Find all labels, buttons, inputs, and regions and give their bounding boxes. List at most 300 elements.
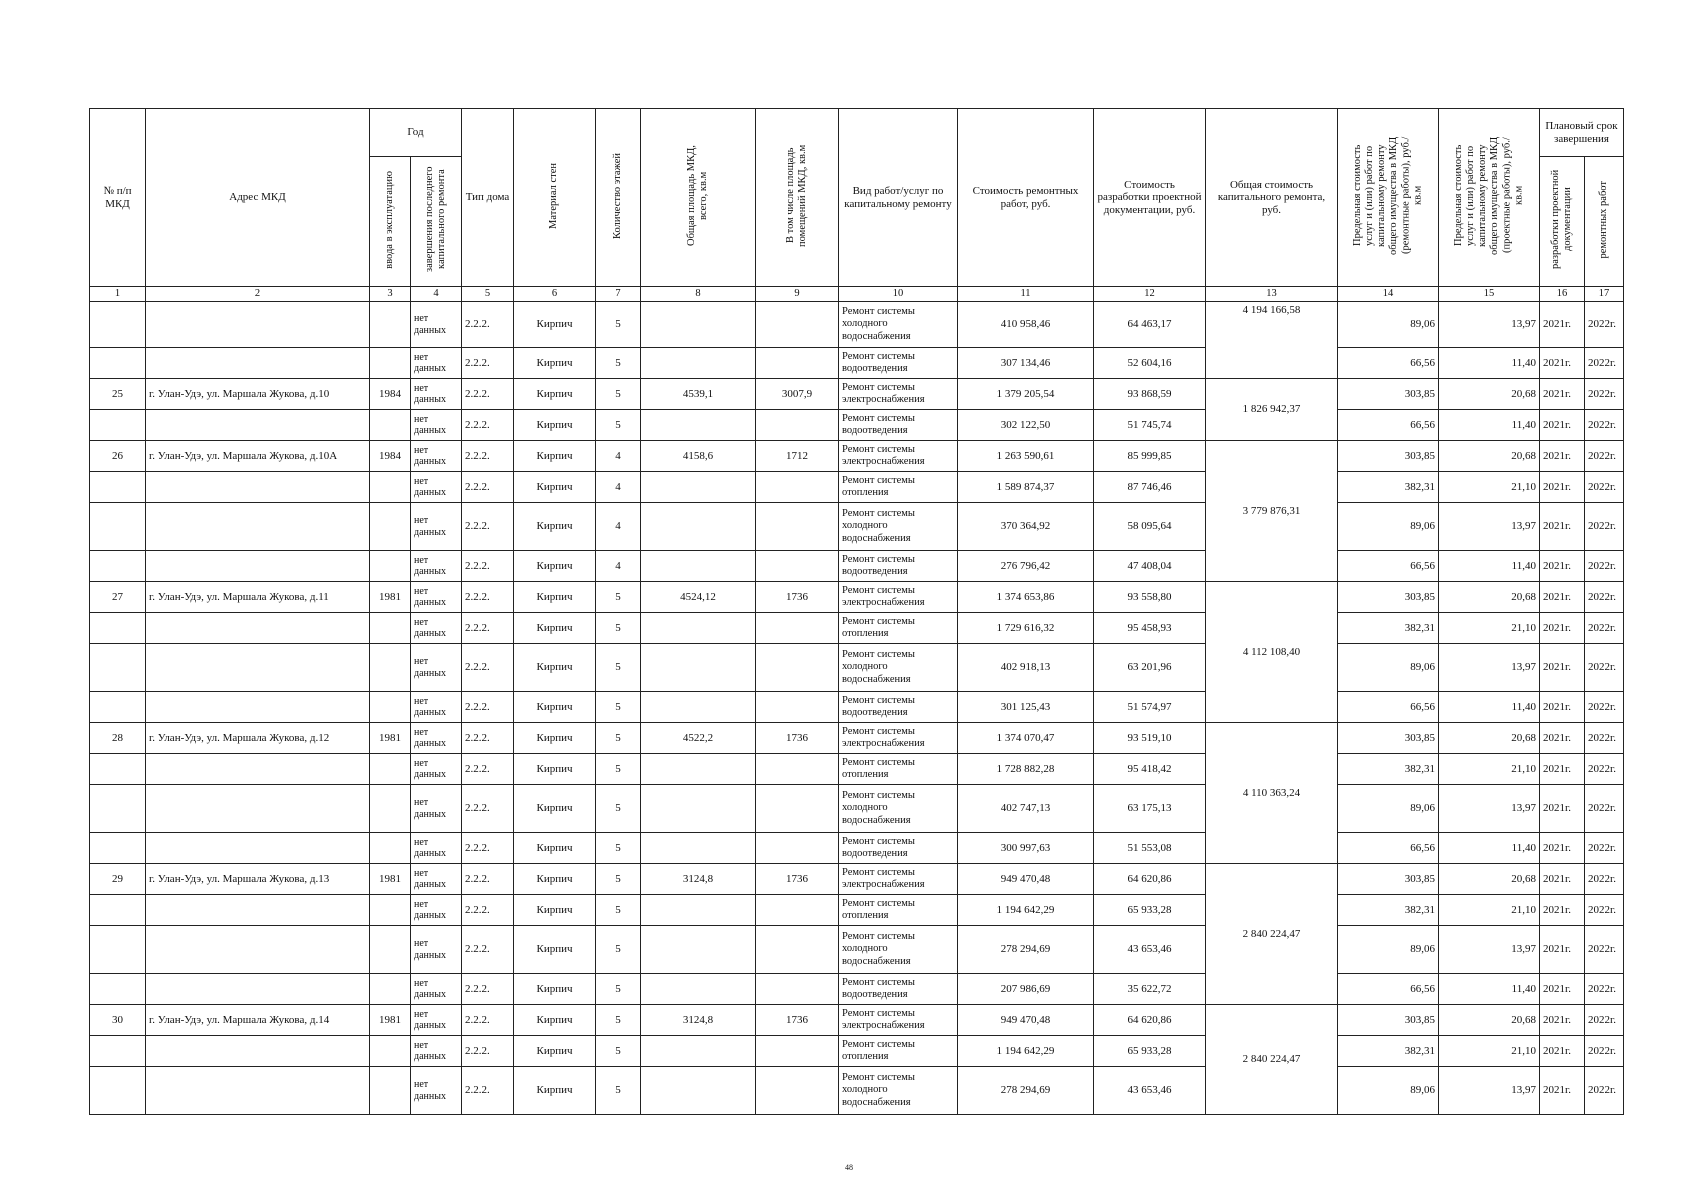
- row-limit-design: 13,97: [1439, 1067, 1540, 1115]
- row-premises-area: [756, 895, 839, 926]
- row-wall-material: Кирпич: [514, 1036, 596, 1067]
- row-year-commission: [370, 1036, 411, 1067]
- row-floors: 5: [596, 1005, 641, 1036]
- row-house-type: 2.2.2.: [462, 864, 514, 895]
- row-wall-material: Кирпич: [514, 348, 596, 379]
- row-premises-area: [756, 644, 839, 692]
- row-floors: 5: [596, 410, 641, 441]
- row-year-last-repair: нет данных: [411, 754, 462, 785]
- row-total-area: [641, 503, 756, 551]
- row-total-cost: 2 840 224,47: [1206, 864, 1338, 1005]
- row-floors: 4: [596, 441, 641, 472]
- row-limit-repair: 66,56: [1338, 974, 1439, 1005]
- row-deadline-design: 2021г.: [1540, 1067, 1585, 1115]
- table-row: [90, 503, 1624, 551]
- column-number-row: [90, 287, 1624, 302]
- row-design-cost: 35 622,72: [1094, 974, 1206, 1005]
- row-house-type: 2.2.2.: [462, 833, 514, 864]
- row-total-area: [641, 926, 756, 974]
- row-limit-design: 11,40: [1439, 833, 1540, 864]
- row-year-last-repair: нет данных: [411, 1067, 462, 1115]
- row-deadline-design: 2021г.: [1540, 974, 1585, 1005]
- row-number: [90, 503, 146, 551]
- row-work-type: Ремонт системы водоотведения: [839, 551, 958, 582]
- header-design-cost: Стоимость разработки проектной документации, руб.: [1094, 109, 1206, 287]
- row-work-type: Ремонт системы отопления: [839, 754, 958, 785]
- row-premises-area: [756, 692, 839, 723]
- row-deadline-repair: 2022г.: [1585, 410, 1624, 441]
- table-row: [90, 644, 1624, 692]
- row-year-commission: 1981: [370, 723, 411, 754]
- table-row: [90, 926, 1624, 974]
- row-address: [146, 1036, 370, 1067]
- row-wall-material: Кирпич: [514, 723, 596, 754]
- row-number: 29: [90, 864, 146, 895]
- row-limit-repair: 303,85: [1338, 1005, 1439, 1036]
- row-premises-area: [756, 926, 839, 974]
- row-address: [146, 302, 370, 348]
- row-floors: 4: [596, 503, 641, 551]
- header-repair-cost: Стоимость ремонтных работ, руб.: [958, 109, 1094, 287]
- row-year-commission: [370, 613, 411, 644]
- row-work-type: Ремонт системы электроснабжения: [839, 864, 958, 895]
- table-row: [90, 785, 1624, 833]
- row-limit-design: 20,68: [1439, 723, 1540, 754]
- row-year-commission: [370, 302, 411, 348]
- row-year-last-repair: нет данных: [411, 348, 462, 379]
- row-work-type: Ремонт системы отопления: [839, 472, 958, 503]
- row-premises-area: 1712: [756, 441, 839, 472]
- row-year-commission: [370, 551, 411, 582]
- row-year-last-repair: нет данных: [411, 472, 462, 503]
- row-house-type: 2.2.2.: [462, 503, 514, 551]
- row-address: [146, 895, 370, 926]
- row-limit-design: 11,40: [1439, 551, 1540, 582]
- row-limit-repair: 89,06: [1338, 503, 1439, 551]
- row-deadline-design: 2021г.: [1540, 926, 1585, 974]
- column-number: 14: [1338, 287, 1439, 302]
- row-number: [90, 895, 146, 926]
- row-wall-material: Кирпич: [514, 692, 596, 723]
- row-number: [90, 1067, 146, 1115]
- row-repair-cost: 402 918,13: [958, 644, 1094, 692]
- row-wall-material: Кирпич: [514, 551, 596, 582]
- row-total-area: [641, 692, 756, 723]
- row-design-cost: 51 745,74: [1094, 410, 1206, 441]
- row-design-cost: 58 095,64: [1094, 503, 1206, 551]
- row-wall-material: Кирпич: [514, 895, 596, 926]
- row-house-type: 2.2.2.: [462, 441, 514, 472]
- row-floors: 5: [596, 1067, 641, 1115]
- row-address: [146, 503, 370, 551]
- row-total-area: [641, 1036, 756, 1067]
- header-year: Год: [370, 109, 462, 157]
- row-design-cost: 64 620,86: [1094, 864, 1206, 895]
- row-repair-cost: 1 379 205,54: [958, 379, 1094, 410]
- row-limit-design: 11,40: [1439, 348, 1540, 379]
- row-limit-repair: 66,56: [1338, 692, 1439, 723]
- row-work-type: Ремонт системы холодного водоснабжения: [839, 1067, 958, 1115]
- row-year-last-repair: нет данных: [411, 926, 462, 974]
- row-limit-design: 20,68: [1439, 1005, 1540, 1036]
- row-premises-area: [756, 551, 839, 582]
- row-limit-design: 11,40: [1439, 974, 1540, 1005]
- row-total-cost: 4 110 363,24: [1206, 723, 1338, 864]
- header-total-area: Общая площадь МКД, всего, кв.м: [641, 109, 756, 287]
- row-limit-repair: 89,06: [1338, 1067, 1439, 1115]
- row-repair-cost: 301 125,43: [958, 692, 1094, 723]
- row-year-last-repair: нет данных: [411, 723, 462, 754]
- row-work-type: Ремонт системы отопления: [839, 1036, 958, 1067]
- row-limit-repair: 303,85: [1338, 441, 1439, 472]
- row-floors: 4: [596, 472, 641, 503]
- row-year-commission: [370, 974, 411, 1005]
- row-limit-repair: 66,56: [1338, 833, 1439, 864]
- row-address: [146, 926, 370, 974]
- header-address: Адрес МКД: [146, 109, 370, 287]
- row-wall-material: Кирпич: [514, 974, 596, 1005]
- row-repair-cost: 949 470,48: [958, 864, 1094, 895]
- row-limit-repair: 66,56: [1338, 551, 1439, 582]
- row-number: [90, 410, 146, 441]
- row-address: [146, 692, 370, 723]
- row-wall-material: Кирпич: [514, 503, 596, 551]
- row-repair-cost: 402 747,13: [958, 785, 1094, 833]
- row-design-cost: 63 201,96: [1094, 644, 1206, 692]
- row-number: 25: [90, 379, 146, 410]
- row-floors: 5: [596, 864, 641, 895]
- row-floors: 5: [596, 379, 641, 410]
- row-year-commission: 1984: [370, 379, 411, 410]
- row-address: [146, 410, 370, 441]
- row-total-cost: 1 826 942,37: [1206, 379, 1338, 441]
- row-number: 30: [90, 1005, 146, 1036]
- row-limit-design: 21,10: [1439, 895, 1540, 926]
- row-repair-cost: 278 294,69: [958, 1067, 1094, 1115]
- header-deadline-repair: ремонтных работ: [1585, 157, 1624, 287]
- row-design-cost: 64 463,17: [1094, 302, 1206, 348]
- row-total-area: [641, 613, 756, 644]
- row-repair-cost: 1 589 874,37: [958, 472, 1094, 503]
- row-wall-material: Кирпич: [514, 472, 596, 503]
- row-wall-material: Кирпич: [514, 864, 596, 895]
- row-house-type: 2.2.2.: [462, 644, 514, 692]
- row-house-type: 2.2.2.: [462, 692, 514, 723]
- row-year-commission: [370, 754, 411, 785]
- table-row: [90, 864, 1624, 895]
- row-repair-cost: 302 122,50: [958, 410, 1094, 441]
- row-total-area: 3124,8: [641, 1005, 756, 1036]
- row-deadline-repair: 2022г.: [1585, 441, 1624, 472]
- row-year-last-repair: нет данных: [411, 441, 462, 472]
- row-deadline-repair: 2022г.: [1585, 644, 1624, 692]
- row-deadline-design: 2021г.: [1540, 723, 1585, 754]
- row-total-area: [641, 785, 756, 833]
- row-deadline-repair: 2022г.: [1585, 472, 1624, 503]
- header-deadline-design: разработки проектной документации: [1540, 157, 1585, 287]
- row-total-area: [641, 754, 756, 785]
- row-floors: 5: [596, 644, 641, 692]
- row-premises-area: [756, 503, 839, 551]
- row-year-commission: [370, 926, 411, 974]
- row-design-cost: 47 408,04: [1094, 551, 1206, 582]
- row-work-type: Ремонт системы водоотведения: [839, 974, 958, 1005]
- row-limit-design: 21,10: [1439, 613, 1540, 644]
- row-number: [90, 833, 146, 864]
- row-deadline-repair: 2022г.: [1585, 503, 1624, 551]
- row-premises-area: [756, 754, 839, 785]
- row-deadline-repair: 2022г.: [1585, 582, 1624, 613]
- row-year-last-repair: нет данных: [411, 551, 462, 582]
- row-limit-repair: 382,31: [1338, 472, 1439, 503]
- header-limit-repair: Предельная стоимость услуг и (или) работ по капитальному ремонту общего имущества в МКД (ремонтные работы), руб./кв.м: [1338, 109, 1439, 287]
- row-address: [146, 644, 370, 692]
- row-wall-material: Кирпич: [514, 582, 596, 613]
- row-address: г. Улан-Удэ, ул. Маршала Жукова, д.10А: [146, 441, 370, 472]
- row-design-cost: 93 519,10: [1094, 723, 1206, 754]
- row-limit-repair: 382,31: [1338, 1036, 1439, 1067]
- table-row: [90, 348, 1624, 379]
- row-number: [90, 974, 146, 1005]
- row-repair-cost: 1 374 070,47: [958, 723, 1094, 754]
- column-number: 4: [411, 287, 462, 302]
- row-design-cost: 52 604,16: [1094, 348, 1206, 379]
- row-floors: 5: [596, 926, 641, 974]
- row-house-type: 2.2.2.: [462, 974, 514, 1005]
- row-address: г. Улан-Удэ, ул. Маршала Жукова, д.13: [146, 864, 370, 895]
- table-row: [90, 472, 1624, 503]
- row-total-area: 4539,1: [641, 379, 756, 410]
- header-year-last-repair: завершения последнего капитального ремонта: [411, 157, 462, 287]
- row-wall-material: Кирпич: [514, 613, 596, 644]
- row-design-cost: 63 175,13: [1094, 785, 1206, 833]
- row-year-commission: [370, 692, 411, 723]
- row-total-cost: 2 840 224,47: [1206, 1005, 1338, 1115]
- row-house-type: 2.2.2.: [462, 895, 514, 926]
- row-year-commission: [370, 472, 411, 503]
- row-wall-material: Кирпич: [514, 754, 596, 785]
- row-work-type: Ремонт системы водоотведения: [839, 833, 958, 864]
- row-year-commission: [370, 348, 411, 379]
- row-address: [146, 551, 370, 582]
- row-house-type: 2.2.2.: [462, 348, 514, 379]
- row-premises-area: 1736: [756, 1005, 839, 1036]
- row-premises-area: 1736: [756, 864, 839, 895]
- row-floors: 5: [596, 785, 641, 833]
- row-deadline-design: 2021г.: [1540, 441, 1585, 472]
- row-work-type: Ремонт системы электроснабжения: [839, 1005, 958, 1036]
- row-work-type: Ремонт системы холодного водоснабжения: [839, 926, 958, 974]
- row-limit-repair: 382,31: [1338, 754, 1439, 785]
- row-address: г. Улан-Удэ, ул. Маршала Жукова, д.12: [146, 723, 370, 754]
- row-premises-area: 1736: [756, 582, 839, 613]
- row-year-last-repair: нет данных: [411, 302, 462, 348]
- row-year-commission: 1981: [370, 864, 411, 895]
- header-work-type: Вид работ/услуг по капитальному ремонту: [839, 109, 958, 287]
- row-limit-design: 13,97: [1439, 785, 1540, 833]
- row-floors: 5: [596, 723, 641, 754]
- row-work-type: Ремонт системы холодного водоснабжения: [839, 302, 958, 348]
- row-year-last-repair: нет данных: [411, 613, 462, 644]
- row-wall-material: Кирпич: [514, 785, 596, 833]
- row-wall-material: Кирпич: [514, 644, 596, 692]
- row-address: г. Улан-Удэ, ул. Маршала Жукова, д.10: [146, 379, 370, 410]
- row-deadline-repair: 2022г.: [1585, 926, 1624, 974]
- row-repair-cost: 300 997,63: [958, 833, 1094, 864]
- row-deadline-design: 2021г.: [1540, 582, 1585, 613]
- row-premises-area: [756, 833, 839, 864]
- row-year-commission: [370, 644, 411, 692]
- table-row: [90, 582, 1624, 613]
- row-year-commission: 1981: [370, 582, 411, 613]
- row-work-type: Ремонт системы электроснабжения: [839, 379, 958, 410]
- row-number: [90, 1036, 146, 1067]
- row-address: [146, 613, 370, 644]
- row-number: [90, 302, 146, 348]
- row-premises-area: [756, 302, 839, 348]
- table-row: [90, 833, 1624, 864]
- column-number: 8: [641, 287, 756, 302]
- row-premises-area: 3007,9: [756, 379, 839, 410]
- row-house-type: 2.2.2.: [462, 785, 514, 833]
- row-repair-cost: 307 134,46: [958, 348, 1094, 379]
- header-total-cost: Общая стоимость капитального ремонта, руб.: [1206, 109, 1338, 287]
- row-year-commission: [370, 833, 411, 864]
- row-address: [146, 974, 370, 1005]
- row-work-type: Ремонт системы электроснабжения: [839, 582, 958, 613]
- row-design-cost: 51 574,97: [1094, 692, 1206, 723]
- row-deadline-repair: 2022г.: [1585, 692, 1624, 723]
- row-work-type: Ремонт системы отопления: [839, 613, 958, 644]
- row-deadline-design: 2021г.: [1540, 379, 1585, 410]
- row-house-type: 2.2.2.: [462, 551, 514, 582]
- row-limit-repair: 66,56: [1338, 348, 1439, 379]
- row-limit-repair: 303,85: [1338, 723, 1439, 754]
- row-repair-cost: 1 729 616,32: [958, 613, 1094, 644]
- row-premises-area: [756, 785, 839, 833]
- row-year-last-repair: нет данных: [411, 974, 462, 1005]
- row-repair-cost: 1 194 642,29: [958, 895, 1094, 926]
- row-total-area: [641, 644, 756, 692]
- row-design-cost: 93 558,80: [1094, 582, 1206, 613]
- row-address: [146, 754, 370, 785]
- column-number: 17: [1585, 287, 1624, 302]
- header-type: Тип дома: [462, 109, 514, 287]
- row-repair-cost: 1 374 653,86: [958, 582, 1094, 613]
- row-total-area: [641, 302, 756, 348]
- row-repair-cost: 410 958,46: [958, 302, 1094, 348]
- row-total-cost: 3 779 876,31: [1206, 441, 1338, 582]
- row-limit-design: 13,97: [1439, 302, 1540, 348]
- row-design-cost: 64 620,86: [1094, 1005, 1206, 1036]
- row-floors: 5: [596, 754, 641, 785]
- row-number: 27: [90, 582, 146, 613]
- row-floors: 5: [596, 582, 641, 613]
- row-total-area: [641, 833, 756, 864]
- row-work-type: Ремонт системы электроснабжения: [839, 723, 958, 754]
- row-deadline-design: 2021г.: [1540, 613, 1585, 644]
- row-repair-cost: 1 194 642,29: [958, 1036, 1094, 1067]
- column-number: 5: [462, 287, 514, 302]
- row-address: [146, 785, 370, 833]
- row-limit-design: 21,10: [1439, 754, 1540, 785]
- row-limit-design: 13,97: [1439, 644, 1540, 692]
- row-limit-repair: 303,85: [1338, 864, 1439, 895]
- row-limit-repair: 66,56: [1338, 410, 1439, 441]
- row-work-type: Ремонт системы водоотведения: [839, 692, 958, 723]
- row-house-type: 2.2.2.: [462, 582, 514, 613]
- row-design-cost: 93 868,59: [1094, 379, 1206, 410]
- row-total-area: [641, 895, 756, 926]
- table-row: [90, 692, 1624, 723]
- table-row: [90, 723, 1624, 754]
- row-premises-area: [756, 974, 839, 1005]
- row-floors: 5: [596, 833, 641, 864]
- row-premises-area: [756, 1067, 839, 1115]
- row-limit-design: 20,68: [1439, 441, 1540, 472]
- row-limit-design: 13,97: [1439, 926, 1540, 974]
- table-row: [90, 974, 1624, 1005]
- row-number: 26: [90, 441, 146, 472]
- row-house-type: 2.2.2.: [462, 926, 514, 974]
- row-limit-design: 11,40: [1439, 692, 1540, 723]
- row-deadline-design: 2021г.: [1540, 895, 1585, 926]
- row-wall-material: Кирпич: [514, 833, 596, 864]
- row-deadline-repair: 2022г.: [1585, 974, 1624, 1005]
- table-row: [90, 410, 1624, 441]
- row-wall-material: Кирпич: [514, 410, 596, 441]
- table-row: [90, 441, 1624, 472]
- row-limit-design: 11,40: [1439, 410, 1540, 441]
- row-design-cost: 43 653,46: [1094, 1067, 1206, 1115]
- row-work-type: Ремонт системы водоотведения: [839, 348, 958, 379]
- row-total-cost: 4 112 108,40: [1206, 582, 1338, 723]
- row-deadline-repair: 2022г.: [1585, 723, 1624, 754]
- column-number: 11: [958, 287, 1094, 302]
- row-limit-repair: 382,31: [1338, 613, 1439, 644]
- header-premises-area: В том числе площадь помещений МКД, кв.м: [756, 109, 839, 287]
- row-work-type: Ремонт системы холодного водоснабжения: [839, 785, 958, 833]
- table-row: [90, 302, 1624, 348]
- row-year-last-repair: нет данных: [411, 692, 462, 723]
- row-deadline-design: 2021г.: [1540, 472, 1585, 503]
- row-floors: 5: [596, 348, 641, 379]
- row-year-last-repair: нет данных: [411, 785, 462, 833]
- row-deadline-design: 2021г.: [1540, 754, 1585, 785]
- row-number: [90, 348, 146, 379]
- table-row: [90, 754, 1624, 785]
- header-floors: Количество этажей: [596, 109, 641, 287]
- row-total-area: [641, 551, 756, 582]
- row-address: г. Улан-Удэ, ул. Маршала Жукова, д.11: [146, 582, 370, 613]
- row-limit-repair: 89,06: [1338, 302, 1439, 348]
- row-repair-cost: 1 728 882,28: [958, 754, 1094, 785]
- row-deadline-repair: 2022г.: [1585, 302, 1624, 348]
- row-total-cost: 4 194 166,58: [1206, 302, 1338, 379]
- row-deadline-repair: 2022г.: [1585, 895, 1624, 926]
- row-limit-design: 20,68: [1439, 582, 1540, 613]
- row-address: г. Улан-Удэ, ул. Маршала Жукова, д.14: [146, 1005, 370, 1036]
- row-deadline-repair: 2022г.: [1585, 379, 1624, 410]
- row-number: 28: [90, 723, 146, 754]
- row-year-last-repair: нет данных: [411, 864, 462, 895]
- row-deadline-design: 2021г.: [1540, 302, 1585, 348]
- row-deadline-repair: 2022г.: [1585, 613, 1624, 644]
- header-limit-design: Предельная стоимость услуг и (или) работ по капитальному ремонту общего имущества в МКД (проектные работы), руб./кв.м: [1439, 109, 1540, 287]
- row-year-commission: [370, 895, 411, 926]
- row-house-type: 2.2.2.: [462, 754, 514, 785]
- row-limit-repair: 89,06: [1338, 926, 1439, 974]
